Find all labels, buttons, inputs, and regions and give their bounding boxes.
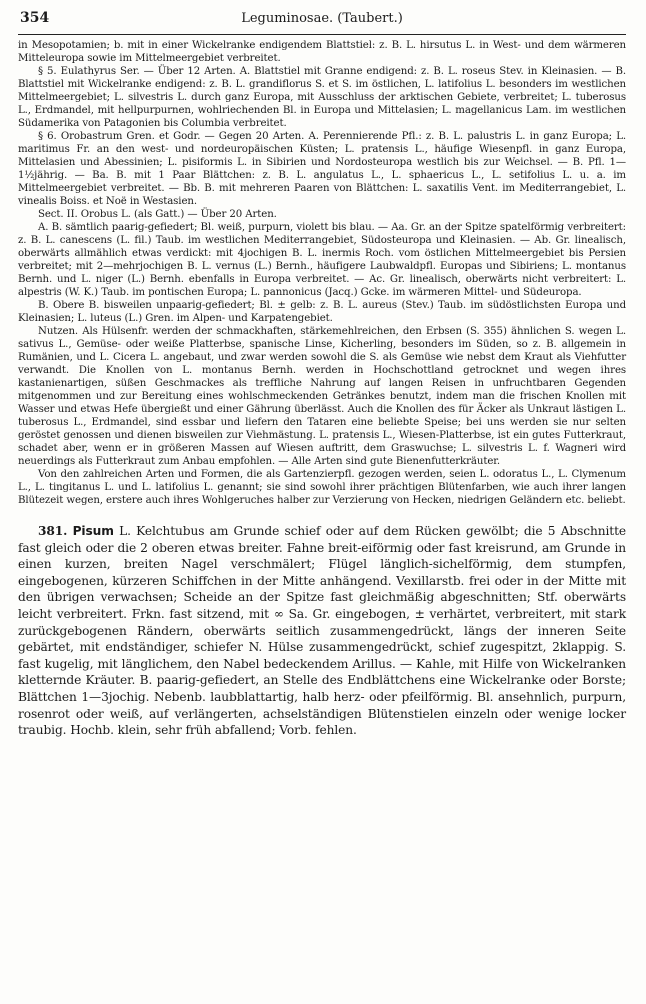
paragraph-orobus-a: A. B. sämtlich paarig-gefiedert; Bl. weiß, purpurn, violett bis blau. — Aa. Gr. an der Spitze spatelförmig verbreitert: z. B. L. canescens (L. fil.) Taub. im westlichen Mediterrangebiet, Südosteuropa und Kleinasien. — Ab. Gr. linealisch, oberwärts allmählich etwas verdickt: mit 4jochigen B. L. inermis Roch. vom östlichen Mittelmeergebiet bis Persien verbreitet; mit 2—mehrjochigen B. L. vernus (L.) Bernh., häufigere Laubwaldpfl. Europas und Sibiriens; L. montanus Bernh. und L. niger (L.) Bernh. ebenfalls in Europa verbreitet. — Ac. Gr. linealisch, oberwärts nicht verbreitert: L. alpestris (W. K.) Taub. im pontischen Europa; L. pannonicus (Jacq.) Gcke. im wärmeren Mittel- und Südeuropa. xyxy=(18,222,626,298)
paragraph-gartenzierpflanzen: Von den zahlreichen Arten und Formen, die als Gartenzierpfl. gezogen werden, seien L. odoratus L., L. Clymenum L., L. tingitanus L. und L. latifolius L. genannt; sie sind sowohl ihrer prächtigen Blütenfarben, wie auch ihrer langen Blütezeit wegen, erstere auch ihres Wohlgeruches halber zur Verzierung von Hecken, niedrigen Geländern etc. beliebt. xyxy=(18,469,626,506)
section-heading-orobus: Sect. II. Orobus L. (als Gatt.) — Über 20 Arten. xyxy=(38,209,277,220)
header-rule xyxy=(18,34,626,35)
paragraph-eulathyrus: § 5. Eulathyrus Ser. — Über 12 Arten. A. Blattstiel mit Granne endigend: z. B. L. roseus Stev. in Kleinasien. — B. Blattstiel mit Wickelranke endigend: z. B. L. grandiflorus S. et S. im östlichen, L. latifolius L. besonders im westlichen Mittelmeergebiet; L. silvestris L. durch ganz Europa, mit Ausschluss der arktischen Gebiete, verbreitet; L. tuberosus L., Erdmandel, mit hellpurpurnen, wohlriechenden Bl. in Europa und Mittelasien; L. magellanicus Lam. im westlichen Südamerika von Patagonien bis Columbia verbreitet. xyxy=(18,66,626,129)
paragraph-nutzen: Nutzen. Als Hülsenfr. werden der schmackhaften, stärkemehlreichen, den Erbsen (S. 355) ähnlichen S. wegen L. sativus L., Gemüse- oder weiße Platterbse, spanische Linse, Kicherling, besonders im Süden, so z. B. allgemein in Rumänien, und L. Cicera L. angebaut, und zwar werden sowohl die S. als Gemüse wie nebst dem Kraut als Viehfutter verwandt. Die Knollen von L. montanus Bernh. werden in Hochschottland getrocknet und wegen ihres kastanienartigen, süßen Geschmackes als treffliche Nahrung auf langen Reisen in unfruchtbaren Gegenden mitgenommen und zur Bereitung eines wohlschmeckenden Getränkes benutzt, indem man die frischen Knollen mit Wasser und etwas Hefe übergießt und einer Gährung überlässt. Auch die Knollen des für Äcker als Unkraut lästigen L. tuberosus L., Erdmandel, sind essbar und liefern den Tataren eine beliebte Speise; bei uns werden sie nur selten geröstet genossen und dienen bisweilen zur Viehmästung. L. pratensis L., Wiesen-Platterbse, ist ein gutes Futterkraut, schadet aber, wenn er in größeren Massen auf Wiesen auftritt, dem Graswuchse; L. silvestris L. f. Wagneri wird neuerdings als Futterkraut zum Anbau empfohlen. — Alle Arten sind gute Bienenfutterkräuter. xyxy=(18,326,626,467)
page-header xyxy=(18,10,626,32)
pisum-description xyxy=(18,523,626,739)
genus-name: Pisum xyxy=(72,524,114,538)
genus-text: Kelchtubus am Grunde schief oder auf dem Rücken gewölbt; die 5 Abschnitte fast gleich oder die 2 oberen etwas breiter. Fahne breit-eiförmig oder fast kreisrund, am Grunde in einen kurzen, breiten Nagel verschmälert; Flügel länglich-sichelförmig, dem stumpfen, eingebogenen, kürzeren Schiffchen in der Mitte anhängend. Vexillarstb. frei oder in der Mitte mit den übrigen verwachsen; Scheide an der Spitze fast gleichmäßig abgeschnitten; Stf. oberwärts leicht verbreitert. Frkn. fast sitzend, mit ∞ Sa. Gr. eingebogen, ± verhärtet, verbreitert, mit stark zurückgebogenen Rändern, oberwärts seitlich zusammengedrückt, längs der inneren Seite gebärtet, mit endständiger, schiefer N. Hülse zusammengedrückt, schief zugespitzt, 2klappig. S. fast kugelig, mit länglichem, den Nabel bedeckendem Arillus. — Kahle, mit Hilfe von Wickelranken kletternde Kräuter. B. paarig-gefiedert, an Stelle des Endblättchens eine Wickelranke oder Borste; Blättchen 1—3jochig. Nebenb. laubblattartig, halb herz- oder pfeilförmig. Bl. ansehnlich, purpurn, rosenrot oder weiß, auf verlängerten, achselständigen Blütenstielen einzeln oder wenige locker traubig. Hochb. klein, sehr früh abfallend; Vorb. fehlen. xyxy=(18,524,626,738)
genus-number: 381. xyxy=(38,524,68,538)
genus-entry-pisum xyxy=(18,523,626,739)
paragraph-orobus-b: B. Obere B. bisweilen unpaarig-gefiedert; Bl. ± gelb: z. B. L. aureus (Stev.) Taub. im südöstlichsten Europa und Kleinasien; L. luteus (L.) Gren. im Alpen- und Karpatengebiet. xyxy=(18,300,626,324)
running-title: Leguminosae. (Taubert.) xyxy=(241,11,403,26)
paragraph-orobastrum: § 6. Orobastrum Gren. et Godr. — Gegen 20 Arten. A. Perennierende Pfl.: z. B. L. palustris L. in ganz Europa; L. maritimus Fr. an den west- und nordeuropäischen Küsten; L. pratensis L., häufige Wiesenpfl. in ganz Europa, Mittelasien und Abessinien; L. pisiformis L. in Sibirien und Nordosteuropa westlich bis zur Weichsel. — B. Pfl. 1—1½jährig. — Ba. B. mit 1 Paar Blättchen: z. B. L. angulatus L., L. sphaericus L., L. setifolius L. u. a. im Mittelmeergebiet verbreitet. — Bb. B. mit mehreren Paaren von Blättchen: L. saxatilis Vent. im Mediterrangebiet, L. vinealis Boiss. et Noë in Westasien. xyxy=(18,131,626,207)
small-print-section xyxy=(18,39,626,507)
page-number: 354 xyxy=(20,10,50,26)
genus-author: L. xyxy=(119,524,131,538)
paragraph-hirsutus: in Mesopotamien; b. mit in einer Wickelranke endigendem Blattstiel: z. B. L. hirsutus L. in West- und dem wärmeren Mitteleuropa sowie im Mittelmeergebiet verbreitet. xyxy=(18,40,626,64)
